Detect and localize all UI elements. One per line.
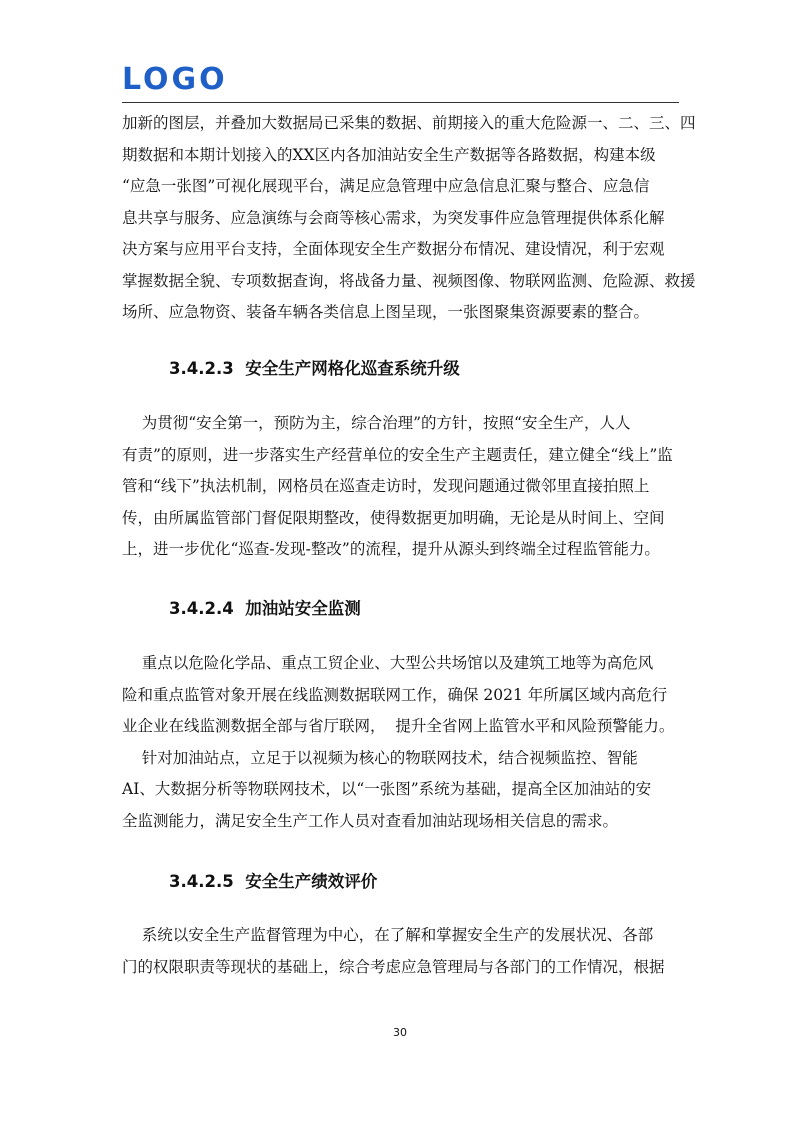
paragraph-grid-inspection: 为贯彻“安全第一，预防为主，综合治理”的方针，按照“安全生产，人人 有责”的原则，进一步落实生产经营单位的安全生产主题责任，建立健全“线上”监 管和“线下”执法机制，网格员在巡查走访时，发现问题通过微邻里直接拍照上 传，由所属监管部门督促限期整改，使得数据更加明确，无论是从时间上、空间 上，进一步优化“巡查-发现-整改”的流程，提升从源头到终端全过程监管能力。 xyxy=(122,414,673,558)
page-number: 30 xyxy=(393,1026,407,1039)
section-heading-3-4-2-5: 3.4.2.5 安全生产绩效评价 xyxy=(169,872,378,891)
paragraph-performance: 系统以安全生产监督管理为中心，在了解和掌握安全生产的发展状况、各部 门的权限职责等现状的基础上，综合考虑应急管理局与各部门的工作情况，根据 xyxy=(122,926,665,976)
header-divider xyxy=(122,102,679,103)
section-heading-3-4-2-3: 3.4.2.3 安全生产网格化巡查系统升级 xyxy=(169,359,460,378)
section-heading-3-4-2-4: 3.4.2.4 加油站安全监测 xyxy=(169,599,361,618)
paragraph-intro: 加新的图层，并叠加大数据局已采集的数据、前期接入的重大危险源一、二、三、四 期数据和本期计划接入的XX区内各加油站安全生产数据等各路数据，构建本级 “应急一张图”可视化展现平台，满足应急管理中应急信息汇聚与整合、应急信 息共享与服务、应急演练与会商等核心需求，为突发事件应急管理提供体系化解 决方案与应用平台支持，全面体现安全生产数据分布情况、建设情况，利于宏观 掌握数据全貌、专项数据查询，将战备力量、视频图像、物联网监测、危险源、救援 场所、应急物资、装备车辆各类信息上图呈现，一张图聚集资源要素的整合。 xyxy=(122,114,696,321)
logo: LOGO xyxy=(122,62,228,97)
paragraph-gas-station: 重点以危险化学品、重点工贸企业、大型公共场馆以及建筑工地等为高危风 险和重点监管对象开展在线监测数据联网工作，确保 2021 年所属区域内高危行 业企业在线监测数据全部与省厅联网， 提升全省网上监管水平和风险预警能力。 针对加油站点，立足于以视频为核心的物联网技术，结合视频监控、智能 AI、大数据分析等物联网技术，以“一张图”系统为基础，提高全区加油站的安 全监测能力，满足安全生产工作人员对查看加油站现场相关信息的需求。 xyxy=(122,654,675,830)
